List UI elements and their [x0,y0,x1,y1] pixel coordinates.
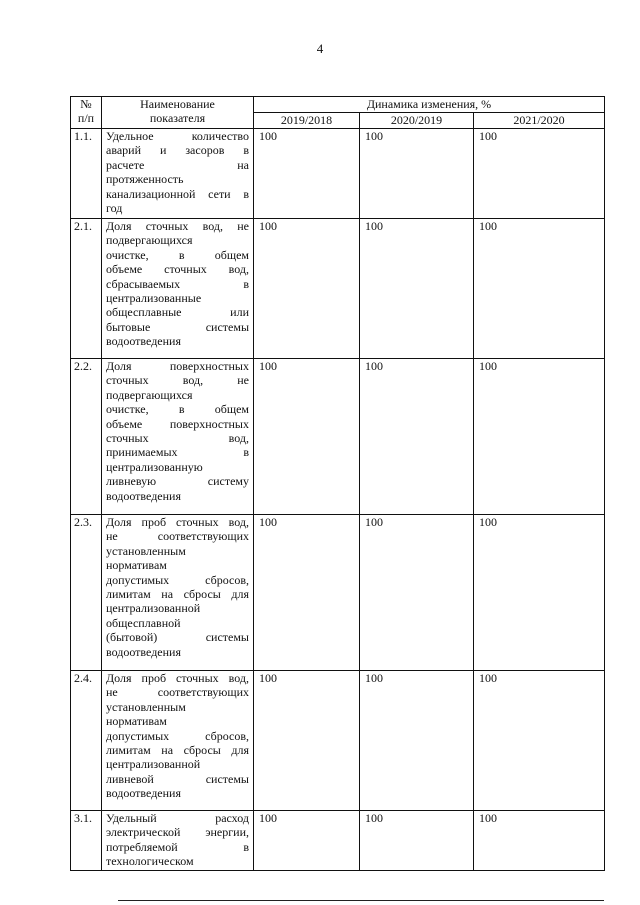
row-number: 2.4. [71,671,102,811]
indicator-name-line: сточных вод, [106,431,249,446]
indicator-name-line: очистке, в общем [106,247,249,262]
indicator-name-line: Доля сточных вод, не [106,219,249,233]
indicator-name-line: бытовые системы [106,319,249,334]
indicator-name [102,359,254,515]
dynamics-value-1: 100 [254,359,360,515]
dynamics-value-3: 100 [474,129,605,219]
indicator-name-line: водоотведения [106,334,181,349]
indicator-name [102,515,254,671]
indicator-name-line: подвергающихся [106,387,193,402]
indicator-name-line: централизованной [106,757,201,772]
indicator-name-line: принимаемых в [106,445,249,460]
indicator-name-line: Доля поверхностных [106,359,249,373]
indicator-name-line: не соответствующих [106,685,249,700]
indicator-name-line: протяженность [106,172,184,187]
indicator-name-line: установленным [106,543,186,558]
indicator-name [102,129,254,219]
bottom-rule [118,900,604,901]
row-number: 3.1. [71,811,102,871]
indicator-name-line: расчете на [106,157,249,172]
dynamics-value-3: 100 [474,359,605,515]
header-dynamics: Динамика изменения, % [254,97,605,113]
table-row [71,515,605,671]
dynamics-value-3: 100 [474,811,605,871]
indicators-table-container [70,96,604,869]
table-row [71,219,605,359]
indicator-name-line: лимитам на сбросы для [106,743,249,758]
dynamics-value-1: 100 [254,811,360,871]
indicator-name-line: централизованные [106,291,202,306]
indicator-name-line: не соответствующих [106,529,249,544]
indicator-name-line: аварий и засоров в [106,143,249,158]
dynamics-value-2: 100 [360,671,474,811]
table-header [71,97,605,129]
indicator-name-line: Доля проб сточных вод, [106,515,249,529]
table-row [71,671,605,811]
indicator-name [102,671,254,811]
indicator-name [102,811,254,871]
indicator-name-line: централизованной [106,601,201,616]
indicator-name-line: технологическом [106,854,194,869]
dynamics-value-1: 100 [254,129,360,219]
dynamics-value-1: 100 [254,671,360,811]
header-period-2: 2020/2019 [360,113,474,129]
row-number: 1.1. [71,129,102,219]
header-name-line1: Наименование [140,97,215,111]
indicator-name-line: Удельный расход [106,811,249,825]
header-num-line1: № [80,97,92,111]
indicator-name-line: установленным [106,699,186,714]
indicator-name-line: общесплавные или [106,305,249,320]
dynamics-value-1: 100 [254,219,360,359]
dynamics-value-3: 100 [474,671,605,811]
indicator-name-line: допустимых сбросов, [106,572,249,587]
indicator-name-line: канализационной сети в [106,186,249,201]
indicator-name-line: водоотведения [106,786,181,801]
indicator-name-line: подвергающихся [106,233,193,248]
indicator-name-line: нормативам [106,714,167,729]
row-number: 2.3. [71,515,102,671]
table-row [71,811,605,871]
indicator-name-line: лимитам на сбросы для [106,587,249,602]
indicator-name-line: водоотведения [106,644,181,659]
dynamics-value-2: 100 [360,359,474,515]
indicator-name-line: ливневой системы [106,771,249,786]
indicator-name-line: год [106,201,123,216]
indicator-name-line: объеме сточных вод, [106,262,249,277]
indicator-name-line: допустимых сбросов, [106,728,249,743]
table-row [71,359,605,515]
header-num-cell [71,97,102,129]
indicator-name-line: Удельное количество [106,129,249,143]
dynamics-value-3: 100 [474,515,605,671]
table-body [71,129,605,871]
indicator-name-line: электрической энергии, [106,825,249,840]
indicator-name-line: объеме поверхностных [106,416,249,431]
dynamics-value-2: 100 [360,811,474,871]
indicator-name-line: общесплавной [106,615,181,630]
indicator-name-line: сточных вод, не [106,373,249,388]
dynamics-value-2: 100 [360,515,474,671]
indicator-name-line: нормативам [106,558,167,573]
indicator-name-line: водоотведения [106,488,181,503]
indicator-name-line: потребляемой в [106,839,249,854]
indicator-name-line: Доля проб сточных вод, [106,671,249,685]
header-name-line2: показателя [149,111,206,126]
indicator-name-line: очистке, в общем [106,402,249,417]
indicator-name-line: ливневую систему [106,474,249,489]
header-name-cell [102,97,254,129]
indicator-name-line: сбрасываемых в [106,276,249,291]
table-row [71,129,605,219]
dynamics-value-3: 100 [474,219,605,359]
indicators-table [70,96,605,871]
row-number: 2.1. [71,219,102,359]
header-num-line2: п/п [77,111,95,126]
dynamics-value-2: 100 [360,219,474,359]
dynamics-value-1: 100 [254,515,360,671]
indicator-name-line: централизованную [106,459,203,474]
header-period-1: 2019/2018 [254,113,360,129]
indicator-name-line: (бытовой) системы [106,630,249,645]
indicator-name [102,219,254,359]
header-period-3: 2021/2020 [474,113,605,129]
dynamics-value-2: 100 [360,129,474,219]
page-number: 4 [316,41,324,56]
row-number: 2.2. [71,359,102,515]
